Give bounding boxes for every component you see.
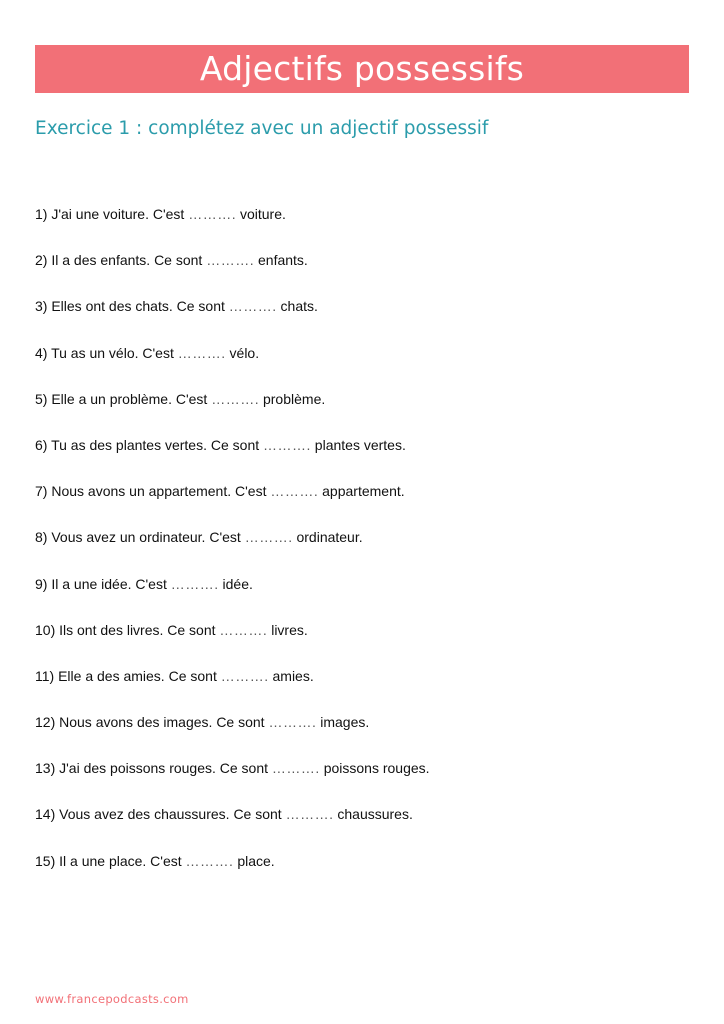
question-item — [35, 435, 430, 481]
question-text-before: 11) Elle a des amies. Ce sont — [35, 667, 221, 684]
question-item — [35, 527, 430, 573]
question-item — [35, 296, 430, 342]
question-text-after: chaussures. — [333, 806, 413, 823]
question-text-after: images. — [316, 714, 370, 731]
answer-blank: ………. — [188, 206, 237, 222]
answer-blank: ………. — [271, 760, 320, 777]
answer-blank: ………. — [268, 714, 317, 731]
question-text-after: appartement. — [318, 483, 405, 500]
title-banner — [35, 45, 689, 93]
question-text-before: 14) Vous avez des chaussures. Ce sont — [35, 806, 286, 823]
question-text-after: problème. — [259, 390, 326, 407]
question-item — [35, 758, 430, 804]
question-list — [35, 204, 430, 897]
question-text-before: 1) J'ai une voiture. C'est — [35, 206, 189, 222]
question-item — [35, 204, 430, 250]
answer-blank: ………. — [219, 621, 268, 638]
question-text-before: 15) Il a une place. C'est — [35, 852, 186, 869]
question-text-before: 3) Elles ont des chats. Ce sont — [35, 298, 229, 315]
question-item — [35, 574, 430, 620]
question-item — [35, 250, 430, 296]
answer-blank: ………. — [270, 483, 319, 500]
answer-blank: ………. — [206, 252, 255, 269]
question-text-after: voiture. — [236, 206, 286, 222]
question-item — [35, 481, 430, 527]
question-text-before: 5) Elle a un problème. C'est — [35, 390, 212, 407]
question-text-after: chats. — [276, 298, 318, 315]
question-text-before: 7) Nous avons un appartement. C'est — [35, 483, 271, 500]
question-item — [35, 666, 430, 712]
answer-blank: ………. — [170, 575, 219, 592]
answer-blank: ………. — [263, 436, 311, 453]
answer-blank: ………. — [228, 298, 277, 315]
answer-blank: ………. — [185, 852, 234, 869]
question-text-after: livres. — [267, 621, 308, 638]
question-text-after: enfants. — [254, 252, 308, 269]
footer-url: www.francepodcasts.com — [35, 992, 189, 1006]
question-text-after: place. — [233, 852, 275, 869]
answer-blank: ………. — [220, 667, 269, 684]
question-text-before: 4) Tu as un vélo. C'est — [35, 344, 178, 361]
question-text-after: plantes vertes. — [310, 436, 406, 453]
exercise-heading: Exercice 1 : complétez avec un adjectif possessif — [35, 118, 489, 139]
answer-blank: ………. — [177, 344, 226, 361]
answer-blank: ………. — [285, 806, 334, 823]
answer-blank: ………. — [211, 390, 260, 407]
question-item — [35, 343, 430, 389]
question-item — [35, 712, 430, 758]
question-text-after: poissons rouges. — [319, 760, 430, 777]
question-text-before: 6) Tu as des plantes vertes. Ce sont — [35, 436, 264, 453]
question-text-before: 13) J'ai des poissons rouges. Ce sont — [35, 760, 272, 777]
question-text-before: 10) Ils ont des livres. Ce sont — [35, 621, 220, 638]
question-text-before: 2) Il a des enfants. Ce sont — [35, 252, 207, 269]
question-text-after: ordinateur. — [292, 529, 363, 546]
question-text-before: 8) Vous avez un ordinateur. C'est — [35, 529, 245, 546]
question-item — [35, 620, 430, 666]
question-item — [35, 804, 430, 850]
question-item — [35, 389, 430, 435]
page-title: Adjectifs possessifs — [199, 49, 525, 88]
question-text-before: 9) Il a une idée. C'est — [35, 575, 171, 592]
question-text-after: vélo. — [225, 344, 260, 361]
answer-blank: ………. — [244, 529, 293, 546]
question-item — [35, 851, 430, 897]
question-text-before: 12) Nous avons des images. Ce sont — [35, 714, 269, 731]
question-text-after: amies. — [268, 667, 314, 684]
question-text-after: idée. — [218, 575, 253, 592]
